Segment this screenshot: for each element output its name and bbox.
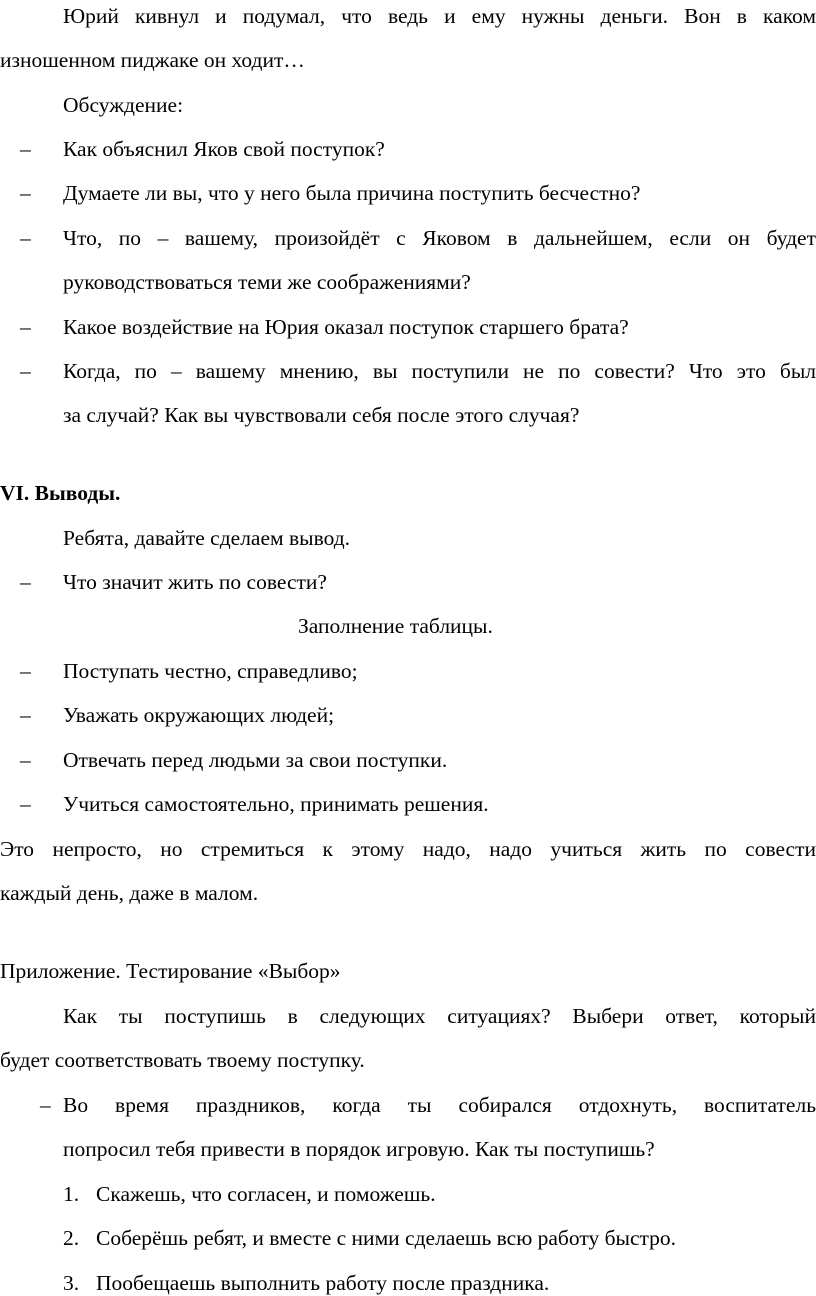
list-item-text: руководствоваться теми же соображениями? [63, 270, 471, 294]
list-item-text: попросил тебя привести в порядок игровую. Как ты поступишь? [63, 1137, 655, 1161]
dash-bullet: – [20, 659, 31, 683]
dash-bullet: – [20, 181, 31, 205]
list-item-text: Поступать честно, справедливо; [63, 659, 358, 683]
dash-bullet: – [20, 748, 31, 772]
list-item-text: за случай? Как вы чувствовали себя после этого случая? [63, 403, 580, 427]
list-item-text: Когда, по – вашему мнению, вы поступили не по совести? Что это был [63, 359, 816, 383]
list-item-text: Во время праздников, когда ты собирался отдохнуть, воспитатель [63, 1093, 816, 1117]
discussion-label: Обсуждение: [63, 93, 184, 117]
dash-bullet: – [20, 792, 31, 816]
section-heading: VI. Выводы. [0, 481, 121, 505]
list-item-text: Что, по – вашему, произойдёт с Яковом в дальнейшем, если он будет [63, 226, 816, 250]
paragraph-line: Ребята, давайте сделаем вывод. [63, 526, 351, 550]
option-text: Соберёшь ребят, и вместе с ними сделаешь всю работу быстро. [96, 1226, 677, 1250]
list-item-text: Какое воздействие на Юрия оказал поступок старшего брата? [63, 315, 629, 339]
dash-bullet: – [40, 1093, 51, 1117]
paragraph-line: изношенном пиджаке он ходит… [0, 48, 305, 72]
dash-bullet: – [20, 359, 31, 383]
list-item-text: Думаете ли вы, что у него была причина поступить бесчестно? [63, 181, 641, 205]
paragraph-line: Юрий кивнул и подумал, что ведь и ему нужны деньги. Вон в каком [63, 4, 816, 28]
dash-bullet: – [20, 226, 31, 250]
list-item-text: Учиться самостоятельно, принимать решения. [63, 792, 489, 816]
list-item-text: Что значит жить по совести? [63, 570, 327, 594]
option-number: 1. [63, 1182, 80, 1206]
paragraph-line: каждый день, даже в малом. [0, 881, 259, 905]
option-text: Пообещаешь выполнить работу после праздника. [96, 1271, 550, 1295]
list-item-text: Как объяснил Яков свой поступок? [63, 137, 385, 161]
appendix-heading: Приложение. Тестирование «Выбор» [0, 959, 341, 983]
dash-bullet: – [20, 137, 31, 161]
list-item-text: Уважать окружающих людей; [63, 703, 335, 727]
list-item-text: Отвечать перед людьми за свои поступки. [63, 748, 448, 772]
option-number: 3. [63, 1271, 80, 1295]
dash-bullet: – [20, 315, 31, 339]
option-number: 2. [63, 1226, 80, 1250]
dash-bullet: – [20, 703, 31, 727]
dash-bullet: – [20, 570, 31, 594]
paragraph-line: будет соответствовать твоему поступку. [0, 1048, 365, 1072]
paragraph-line: Как ты поступишь в следующих ситуациях? Выбери ответ, который [63, 1004, 816, 1028]
table-fill-caption: Заполнение таблицы. [298, 614, 493, 638]
option-text: Скажешь, что согласен, и поможешь. [96, 1182, 436, 1206]
paragraph-line: Это непросто, но стремиться к этому надо, надо учиться жить по совести [0, 837, 816, 861]
